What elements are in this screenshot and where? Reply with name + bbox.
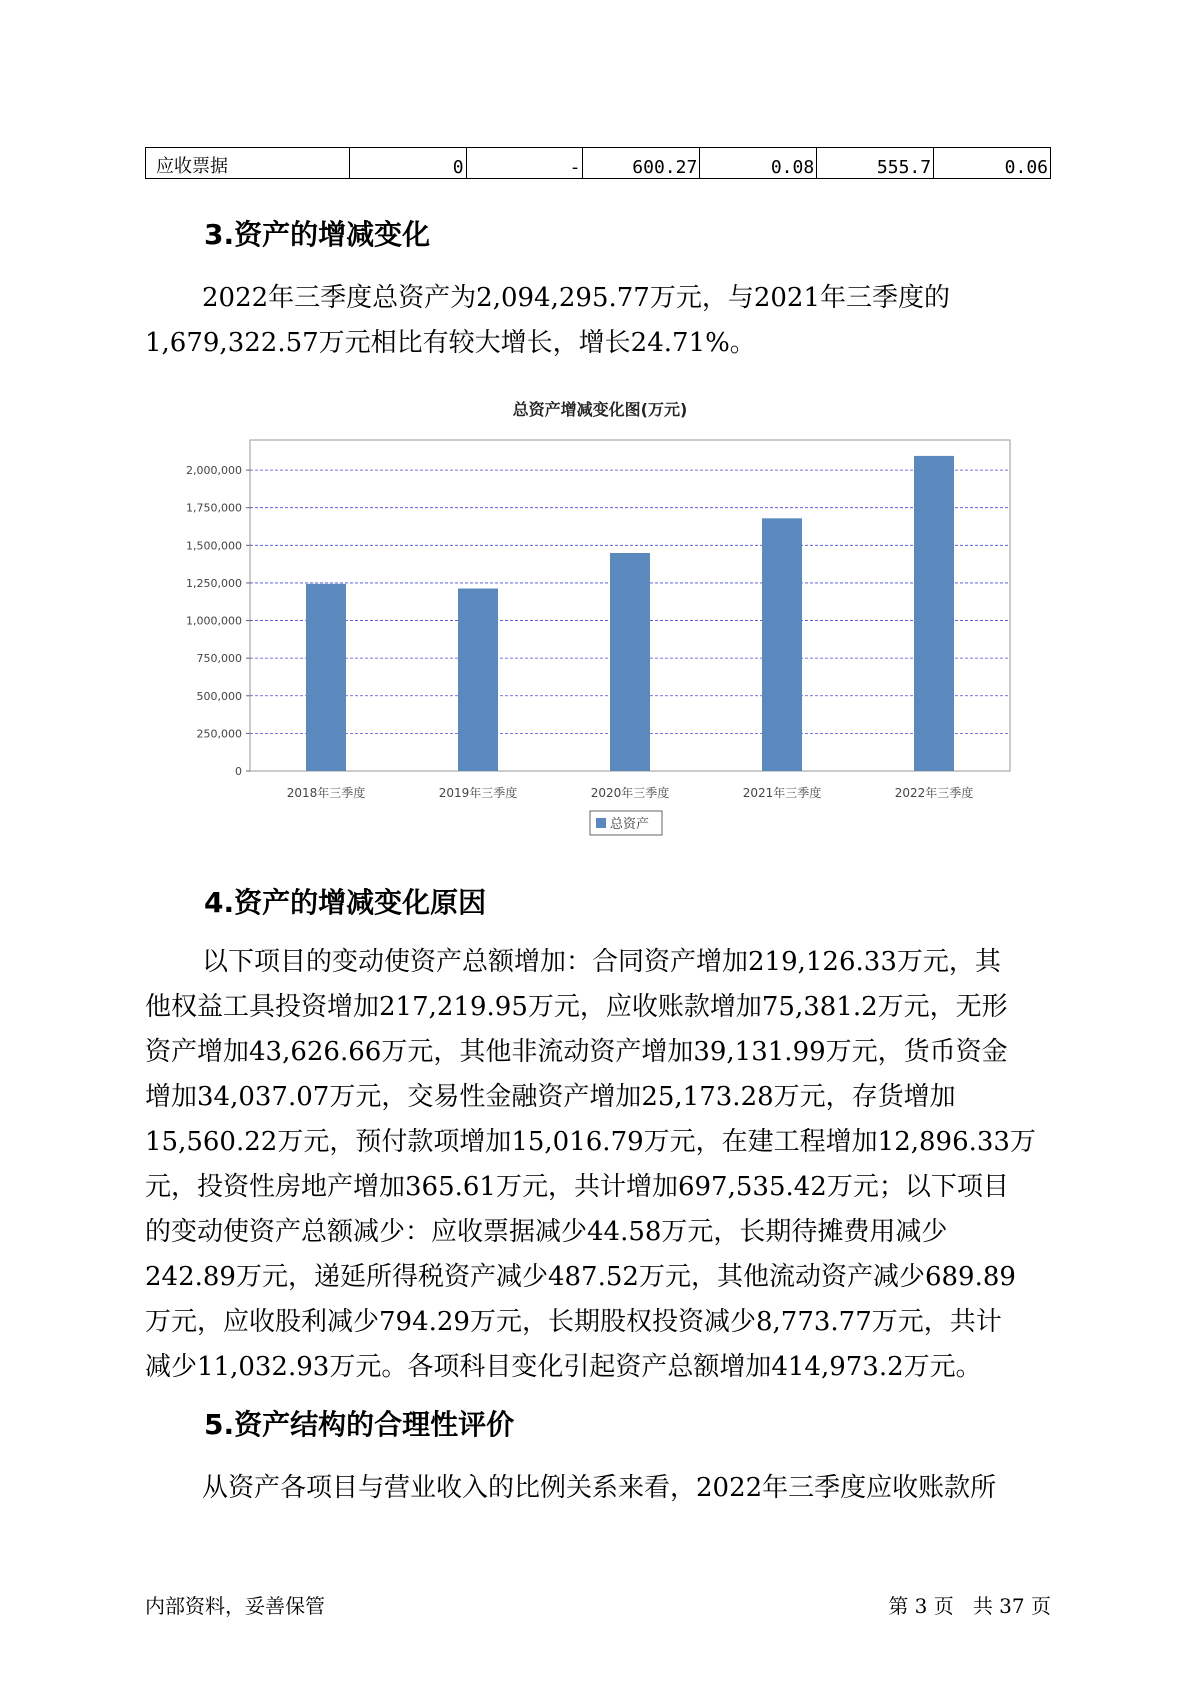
chart-svg	[150, 393, 1030, 843]
x-tick-label: 2022年三季度	[894, 786, 974, 800]
section-4-heading: 4.资产的增减变化原因	[204, 886, 487, 919]
x-tick-label: 2018年三季度	[286, 786, 366, 800]
asset-table	[145, 147, 1051, 179]
paragraph-line: 的变动使资产总额减少：应收票据减少44.58万元，长期待摊费用减少	[145, 1217, 948, 1247]
bar	[610, 553, 650, 771]
table-cell: -	[466, 148, 583, 179]
y-tick-label: 2,000,000	[186, 464, 242, 478]
y-tick-label: 1,750,000	[186, 501, 242, 515]
paragraph-line: 减少11,032.93万元。各项科目变化引起资产总额增加414,973.2万元。	[145, 1352, 982, 1382]
table-cell: 555.7	[817, 148, 934, 179]
total-assets-chart	[150, 393, 1030, 843]
y-tick-label: 1,250,000	[186, 576, 242, 590]
table-cell: 0.06	[934, 148, 1051, 179]
section-3-paragraph	[145, 276, 1051, 366]
chart-title: 总资产增减变化图(万元)	[512, 400, 688, 419]
y-tick-label: 1,500,000	[186, 539, 242, 553]
bar	[914, 456, 954, 771]
y-tick-label: 750,000	[196, 652, 242, 666]
y-tick-label: 0	[235, 765, 242, 778]
paragraph-line: 1,679,322.57万元相比有较大增长，增长24.71%。	[145, 328, 756, 358]
paragraph-line: 他权益工具投资增加217,219.95万元，应收账款增加75,381.2万元，无形	[145, 992, 1008, 1022]
paragraph-line: 2022年三季度总资产为2,094,295.77万元，与2021年三季度的	[202, 283, 951, 313]
section-5-paragraph	[145, 1466, 1051, 1511]
bar	[306, 584, 346, 771]
paragraph-line: 万元，应收股利减少794.29万元，长期股权投资减少8,773.77万元，共计	[145, 1307, 1002, 1337]
table-cell-name: 应收票据	[146, 148, 350, 179]
paragraph-line: 15,560.22万元，预付款项增加15,016.79万元，在建工程增加12,896.33万	[145, 1127, 1036, 1157]
y-tick-label: 1,000,000	[186, 614, 242, 628]
paragraph-line: 增加34,037.07万元，交易性金融资产增加25,173.28万元，存货增加	[145, 1082, 956, 1112]
footer-page-number: 第 3 页 共 37 页	[888, 1594, 1051, 1618]
section-4-paragraph	[145, 940, 1051, 1390]
table-row	[146, 148, 1051, 179]
x-tick-label: 2021年三季度	[742, 786, 822, 800]
legend-swatch	[596, 818, 606, 828]
y-tick-label: 500,000	[196, 689, 242, 703]
paragraph-line: 242.89万元，递延所得税资产减少487.52万元，其他流动资产减少689.89	[145, 1262, 1016, 1292]
x-tick-label: 2019年三季度	[438, 786, 518, 800]
section-5-heading: 5.资产结构的合理性评价	[204, 1408, 515, 1441]
footer-confidential: 内部资料，妥善保管	[145, 1594, 325, 1618]
x-tick-label: 2020年三季度	[590, 786, 670, 800]
table-cell: 0.08	[700, 148, 817, 179]
table-cell: 0	[349, 148, 466, 179]
paragraph-line: 元，投资性房地产增加365.61万元，共计增加697,535.42万元；以下项目	[145, 1172, 1009, 1202]
y-tick-label: 250,000	[196, 727, 242, 741]
bar	[458, 588, 498, 771]
legend-label: 总资产	[610, 817, 650, 832]
paragraph-line: 从资产各项目与营业收入的比例关系来看，2022年三季度应收账款所	[202, 1473, 997, 1503]
table-cell: 600.27	[583, 148, 700, 179]
bar	[762, 518, 802, 771]
paragraph-line: 资产增加43,626.66万元，其他非流动资产增加39,131.99万元，货币资金	[145, 1037, 1008, 1067]
paragraph-line: 以下项目的变动使资产总额增加：合同资产增加219,126.33万元，其	[202, 947, 1001, 977]
section-3-heading: 3.资产的增减变化	[204, 218, 431, 251]
